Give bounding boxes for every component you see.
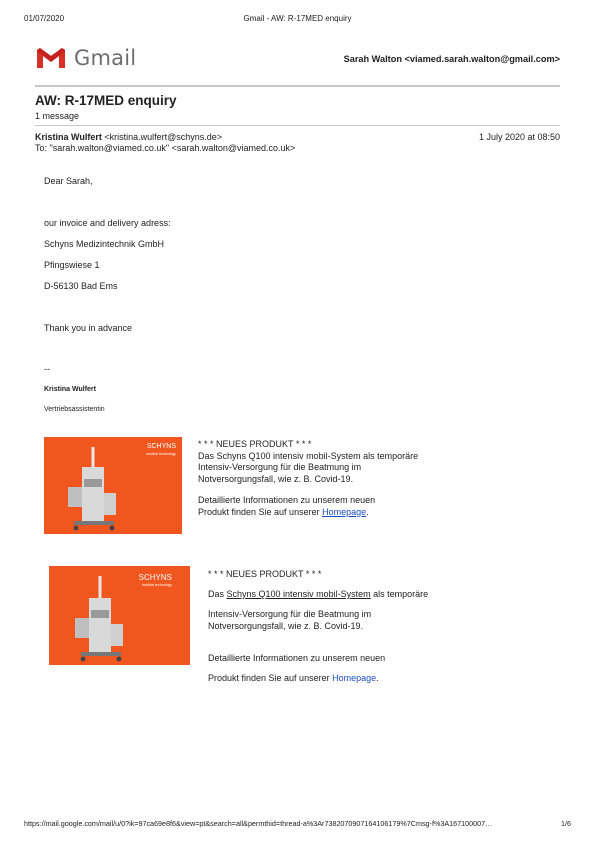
- promo-a-line3: Notversorgungsfall, wie z. B. Covid-19.: [198, 473, 354, 484]
- sender-name: Kristina Wulfert: [35, 132, 102, 142]
- promo-b-line3: Notversorgungsfall, wie z. B. Covid-19.: [208, 621, 364, 631]
- body-street: Pfingswiese 1: [44, 260, 100, 270]
- promo-b-homepage-link[interactable]: Homepage: [332, 673, 377, 683]
- promo-b-heading: * * * NEUES PRODUKT * * *: [208, 569, 322, 579]
- promo-a-line5: Produkt finden Sie auf unserer Homepage.: [198, 506, 369, 517]
- account-label: Sarah Walton <viamed.sarah.walton@gmail.com>: [343, 54, 560, 64]
- promo-image-a[interactable]: [44, 437, 182, 534]
- promo-text-a: [198, 439, 418, 518]
- gmail-logo[interactable]: [35, 46, 136, 70]
- print-url: https://mail.google.com/mail/u/0?ik=97ca69e8f6&view=pt&search=all&permthid=thread-a%3Ar7382070907164106179%7Cmsg-f%3A167100007…: [24, 819, 493, 828]
- signature-title: Vertriebsassistentin: [44, 406, 105, 413]
- promo-b-line4: Detaillierte Informationen zu unserem neuen: [208, 653, 386, 663]
- signature-separator: --: [44, 364, 50, 374]
- message-to: To: "sarah.walton@viamed.co.uk" <sarah.walton@viamed.co.uk>: [35, 143, 296, 153]
- promo-a-heading: * * * NEUES PRODUKT * * *: [198, 439, 312, 449]
- promo-b-brand: SCHYNS: [138, 573, 172, 582]
- promo-a-line1: Das Schyns Q100 intensiv mobil-System als temporäre: [198, 450, 419, 461]
- promo-b-tagline: medical technology: [142, 583, 172, 587]
- promo-image-b[interactable]: [49, 566, 190, 665]
- promo-a-line2: Intensiv-Versorgung für die Beatmung im: [198, 462, 362, 472]
- sender-email: <kristina.wulfert@schyns.de>: [104, 132, 223, 142]
- signature-name: Kristina Wulfert: [44, 386, 96, 393]
- subject-divider: [35, 125, 560, 126]
- promo-b-line1: Das Schyns Q100 intensiv mobil-System als temporäre: [208, 589, 429, 599]
- promo-b-line2: Intensiv-Versorgung für die Beatmung im: [208, 609, 372, 619]
- print-page-number: 1/6: [561, 819, 571, 828]
- body-company: Schyns Medizintechnik GmbH: [44, 239, 165, 249]
- print-header: [24, 14, 571, 26]
- body-address-intro: our invoice and delivery adress:: [44, 218, 171, 228]
- print-title: Gmail - AW: R-17MED enquiry: [243, 14, 352, 23]
- promo-b-product-link[interactable]: Schyns Q100 intensiv mobil-System: [226, 589, 371, 599]
- promo-a-brand: SCHYNS: [146, 443, 176, 450]
- gmail-wordmark: Gmail: [74, 46, 137, 70]
- promo-text-b: [208, 568, 428, 684]
- message-date: 1 July 2020 at 08:50: [478, 132, 560, 142]
- thread-subject: AW: R-17MED enquiry: [35, 93, 177, 108]
- message-count: 1 message: [35, 111, 80, 121]
- body-thanks: Thank you in advance: [44, 323, 133, 333]
- gmail-envelope-icon: [35, 46, 67, 70]
- promo-a-line4: Detaillierte Informationen zu unserem neuen: [198, 495, 376, 505]
- message-from: [35, 132, 222, 142]
- promo-b-line5: Produkt finden Sie auf unserer Homepage.: [208, 673, 379, 683]
- promo-a-tagline: medical technology: [146, 452, 176, 456]
- body-greeting: Dear Sarah,: [44, 176, 93, 186]
- header-divider: [35, 85, 560, 87]
- body-city: D-56130 Bad Ems: [44, 281, 118, 291]
- promo-a-homepage-link[interactable]: Homepage: [322, 506, 367, 517]
- print-date: 01/07/2020: [24, 14, 65, 23]
